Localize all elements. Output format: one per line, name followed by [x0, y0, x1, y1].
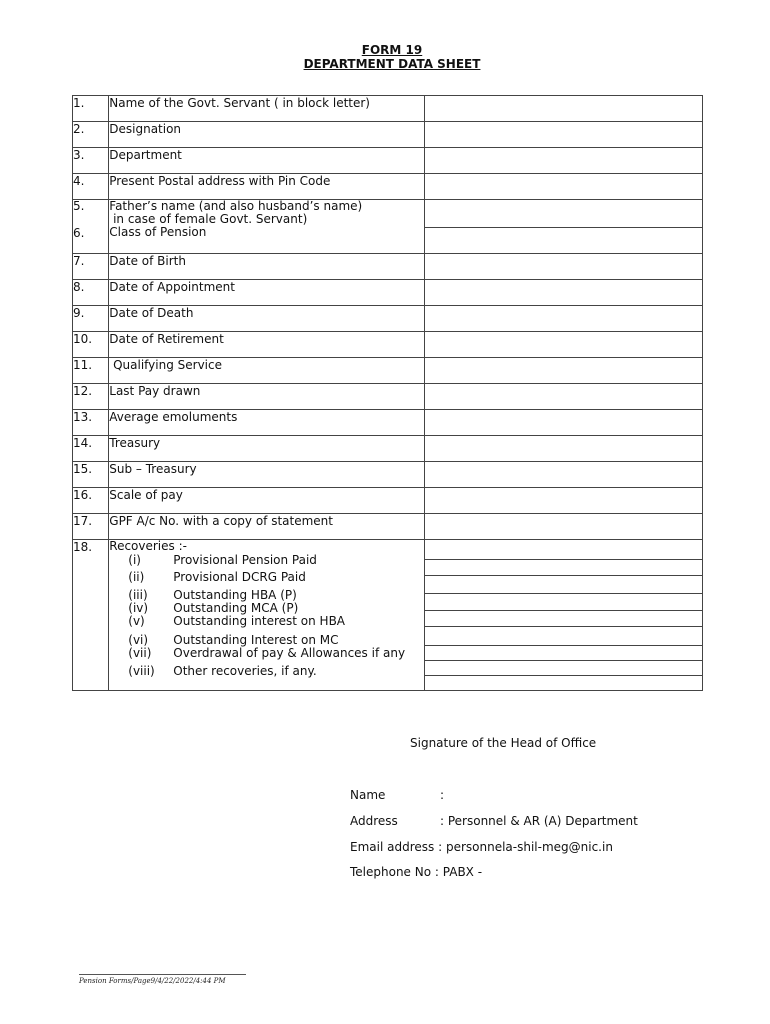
form-subtitle: DEPARTMENT DATA SHEET	[303, 57, 481, 71]
row-value-cell[interactable]	[425, 436, 703, 462]
recovery-label: Provisional DCRG Paid	[173, 570, 306, 584]
table-row	[73, 148, 703, 174]
row-label-5-line1: Father’s name (and also husband’s name)	[109, 199, 363, 213]
row-value-cell[interactable]	[425, 174, 703, 200]
row-value-cell[interactable]	[425, 332, 703, 358]
row-number-6: 6.	[73, 226, 85, 240]
email-value: : personnela-shil-meg@nic.in	[438, 840, 613, 854]
roman-numeral: (iv)	[128, 601, 149, 615]
row-value-cell[interactable]	[425, 280, 703, 306]
table-row	[73, 96, 703, 122]
row-value-cell[interactable]	[425, 254, 703, 280]
name-value: :	[440, 788, 445, 802]
row-label: Last Pay drawn	[109, 384, 425, 410]
table-row	[73, 306, 703, 332]
recovery-value-3[interactable]	[425, 594, 702, 611]
row-label: Date of Birth	[109, 254, 425, 280]
table-row	[73, 200, 703, 254]
row-number: 16.	[73, 488, 109, 514]
recovery-label: Outstanding interest on HBA	[173, 614, 346, 628]
table-row	[73, 174, 703, 200]
row-value-cell[interactable]	[425, 462, 703, 488]
table-row-recoveries	[73, 540, 703, 691]
recovery-label: Outstanding MCA (P)	[173, 601, 299, 615]
recovery-value-5[interactable]	[425, 627, 702, 646]
row-value-cell[interactable]	[425, 410, 703, 436]
row-label	[109, 200, 425, 254]
row-label: Designation	[109, 122, 425, 148]
list-item	[109, 615, 424, 628]
recovery-label: Provisional Pension Paid	[173, 553, 317, 567]
row-label-6: Class of Pension	[109, 225, 207, 239]
row-value-cell[interactable]	[425, 488, 703, 514]
row-label	[109, 540, 425, 691]
address-label: Address	[350, 814, 398, 828]
name-label: Name	[350, 788, 386, 802]
row-number: 10.	[73, 332, 109, 358]
row-value-cell[interactable]	[425, 384, 703, 410]
email-line	[350, 840, 613, 854]
table-row	[73, 358, 703, 384]
address-line	[350, 814, 638, 828]
table-row	[73, 462, 703, 488]
recoveries-value-cell[interactable]	[425, 540, 703, 691]
row-label: Date of Retirement	[109, 332, 425, 358]
row-value-cell[interactable]	[425, 96, 703, 122]
row-value-cell[interactable]	[425, 306, 703, 332]
roman-numeral: (vi)	[128, 633, 149, 647]
recoveries-heading: Recoveries :-	[109, 539, 187, 553]
row-number: 14.	[73, 436, 109, 462]
recovery-value-6[interactable]	[425, 646, 702, 661]
row-number: 3.	[73, 148, 109, 174]
row-label: Department	[109, 148, 425, 174]
roman-numeral: (vii)	[128, 646, 152, 660]
recovery-value-7[interactable]	[425, 661, 702, 676]
row-number: 17.	[73, 514, 109, 540]
row-value-cell[interactable]	[425, 514, 703, 540]
recovery-label: Other recoveries, if any.	[173, 664, 317, 678]
phone-label: Telephone No	[350, 865, 432, 879]
roman-numeral: (viii)	[128, 664, 155, 678]
row-number: 15.	[73, 462, 109, 488]
row-number: 18.	[73, 540, 109, 691]
table-row	[73, 488, 703, 514]
recovery-value-8[interactable]	[425, 676, 702, 690]
table-row	[73, 410, 703, 436]
row-number: 8.	[73, 280, 109, 306]
roman-numeral: (iii)	[128, 588, 148, 602]
list-item	[109, 554, 424, 567]
data-table	[72, 95, 703, 691]
row-label: GPF A/c No. with a copy of statement	[109, 514, 425, 540]
row-number: 1.	[73, 96, 109, 122]
table-row	[73, 436, 703, 462]
row-value-5[interactable]	[425, 200, 702, 228]
row-label: Name of the Govt. Servant ( in block letter)	[109, 96, 425, 122]
row-label: Date of Death	[109, 306, 425, 332]
recovery-value-1[interactable]	[425, 560, 702, 576]
recovery-value-2[interactable]	[425, 576, 702, 594]
address-value: : Personnel & AR (A) Department	[440, 814, 638, 828]
list-item	[109, 647, 424, 660]
table-row	[73, 280, 703, 306]
row-label: Average emoluments	[109, 410, 425, 436]
phone-line	[350, 865, 482, 879]
row-label: Date of Appointment	[109, 280, 425, 306]
row-number: 12.	[73, 384, 109, 410]
row-value-6[interactable]	[425, 228, 702, 253]
row-label-5-line2: in case of female Govt. Servant)	[109, 212, 308, 226]
recovery-value-header	[425, 540, 702, 560]
phone-value: : PABX -	[434, 865, 483, 879]
table-row	[73, 332, 703, 358]
row-number: 13.	[73, 410, 109, 436]
row-number: 9.	[73, 306, 109, 332]
row-label: Qualifying Service	[109, 358, 425, 384]
row-number: 4.	[73, 174, 109, 200]
row-number: 2.	[73, 122, 109, 148]
row-number: 11.	[73, 358, 109, 384]
table-row	[73, 254, 703, 280]
row-value-cell[interactable]	[425, 148, 703, 174]
email-label: Email address	[350, 840, 435, 854]
recovery-label: Outstanding HBA (P)	[173, 588, 297, 602]
footer-text: Pension Forms/Page9/4/22/2022/4:44 PM	[79, 977, 226, 985]
row-value-cell[interactable]	[425, 200, 703, 254]
row-label: Present Postal address with Pin Code	[109, 174, 425, 200]
roman-numeral: (ii)	[128, 570, 145, 584]
list-item	[109, 571, 424, 584]
form-header	[0, 43, 770, 71]
table-row	[73, 514, 703, 540]
row-value-cell[interactable]	[425, 122, 703, 148]
recovery-label: Outstanding Interest on MC	[173, 633, 339, 647]
table-row	[73, 384, 703, 410]
list-item	[109, 665, 424, 678]
row-label: Sub – Treasury	[109, 462, 425, 488]
row-value-cell[interactable]	[425, 358, 703, 384]
row-label: Treasury	[109, 436, 425, 462]
form-title: FORM 19	[361, 43, 423, 57]
roman-numeral: (v)	[128, 614, 145, 628]
row-number-5: 5.	[73, 199, 85, 213]
table-row	[73, 122, 703, 148]
recovery-label: Overdrawal of pay & Allowances if any	[173, 646, 406, 660]
row-number: 7.	[73, 254, 109, 280]
footer-divider	[79, 974, 246, 975]
row-label: Scale of pay	[109, 488, 425, 514]
roman-numeral: (i)	[128, 553, 141, 567]
recoveries-list	[109, 553, 424, 678]
row-number	[73, 200, 109, 254]
signature-label: Signature of the Head of Office	[410, 736, 597, 750]
name-line	[350, 788, 444, 802]
recovery-value-4[interactable]	[425, 611, 702, 627]
